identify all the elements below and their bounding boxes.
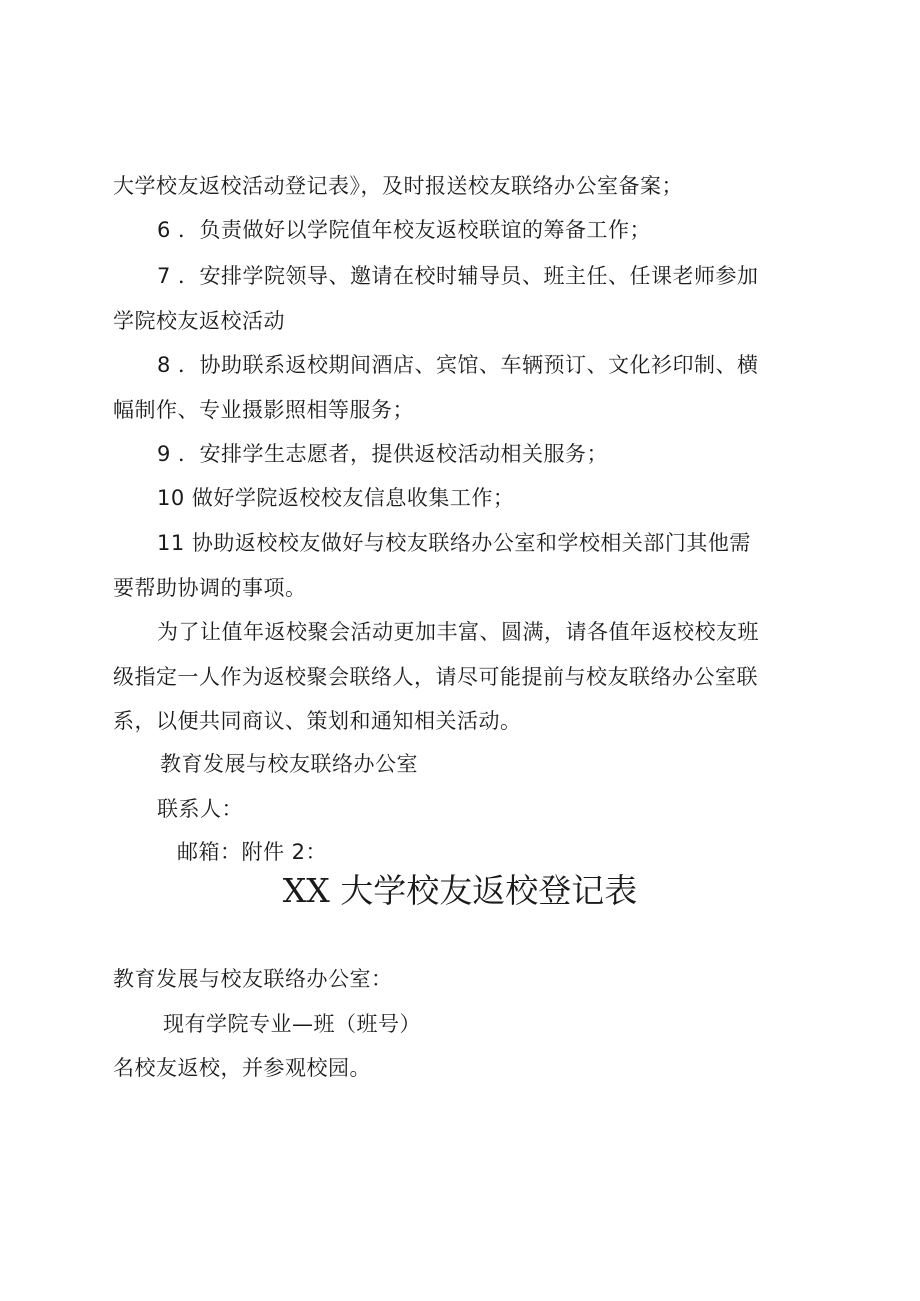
closing-paragraph-line-1: 为了让值年返校聚会活动更加丰富、圆满，请各值年返校校友班 (157, 620, 759, 644)
list-item-8-line-2: 幅制作、专业摄影照相等服务； (113, 398, 414, 422)
list-item-10: 10 做好学院返校校友信息收集工作； (157, 486, 515, 510)
list-item-9: 9 ．安排学生志愿者，提供返校活动相关服务； (157, 442, 609, 466)
form-addressee: 教育发展与校友联络办公室： (113, 967, 393, 991)
list-item-11-line-1: 11 协助返校校友做好与校友联络办公室和学校相关部门其他需 (157, 531, 751, 555)
contact-person-label: 联系人： (157, 797, 243, 821)
signature-office: 教育发展与校友联络办公室 (160, 752, 418, 776)
list-item-11-line-2: 要帮助协调的事项。 (113, 576, 307, 600)
closing-paragraph-line-3: 系，以便共同商议、策划和通知相关活动。 (113, 709, 522, 733)
list-item-7-line-2: 学院校友返校活动 (113, 309, 285, 333)
form-title: XX 大学校友返校登记表 (282, 871, 638, 910)
form-body-line-1: 现有学院专业—班（班号） (163, 1012, 421, 1036)
list-item-8-line-1: 8 ．协助联系返校期间酒店、宾馆、车辆预订、文化衫印制、横 (157, 353, 759, 377)
list-item-7-line-1: 7 ．安排学院领导、邀请在校时辅导员、班主任、任课老师参加 (157, 264, 759, 288)
form-body-line-2: 名校友返校，并参观校园。 (113, 1056, 371, 1080)
paragraph-line: 大学校友返校活动登记表》，及时报送校友联络办公室备案； (113, 174, 683, 198)
closing-paragraph-line-2: 级指定一人作为返校聚会联络人，请尽可能提前与校友联络办公室联 (113, 665, 758, 689)
list-item-6: 6 ．负责做好以学院值年校友返校联谊的筹备工作； (157, 218, 652, 242)
email-attachment-label: 邮箱：附件 2： (177, 840, 328, 864)
